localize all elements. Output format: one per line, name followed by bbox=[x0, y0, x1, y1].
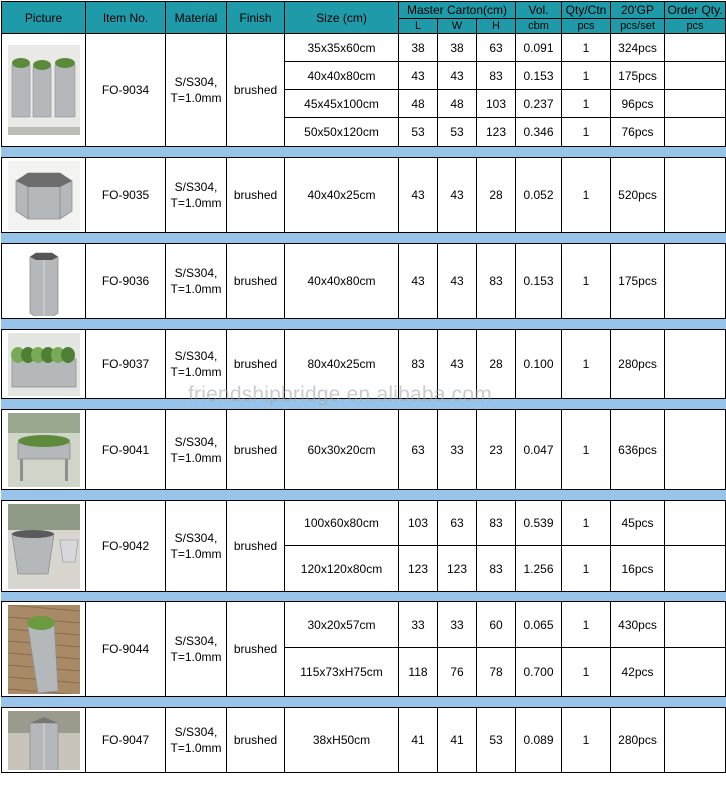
product-picture bbox=[2, 501, 86, 592]
item-number: FO-9044 bbox=[86, 602, 166, 697]
long-planter-with-plants-photo bbox=[2, 333, 85, 396]
order-qty-cell[interactable] bbox=[665, 244, 726, 319]
size-cell: 120x120x80cm bbox=[285, 546, 399, 592]
size-cell: 80x40x25cm bbox=[285, 330, 399, 399]
material-cell bbox=[166, 501, 227, 592]
carton-w: 76 bbox=[438, 648, 477, 697]
finish-cell: brushed bbox=[227, 602, 285, 697]
material-line1: S/S304, bbox=[174, 634, 218, 648]
table-row bbox=[2, 244, 726, 319]
material-line1: S/S304, bbox=[174, 434, 218, 449]
header-picture: Picture bbox=[2, 2, 86, 34]
header-20gp: 20'GP bbox=[611, 2, 665, 19]
qty-per-carton: 1 bbox=[562, 62, 611, 90]
volume-cbm: 0.089 bbox=[516, 708, 562, 773]
separator-bar bbox=[2, 697, 726, 708]
product-picture bbox=[2, 708, 86, 773]
table-row bbox=[2, 410, 726, 490]
material-line2: T=1.0mm bbox=[170, 365, 222, 379]
header-vol-unit: cbm bbox=[516, 19, 562, 34]
size-cell: 50x50x120cm bbox=[285, 118, 399, 147]
separator-bar bbox=[2, 147, 726, 158]
qty-per-carton: 1 bbox=[562, 90, 611, 118]
carton-h: 78 bbox=[477, 648, 516, 697]
size-cell: 38xH50cm bbox=[285, 708, 399, 773]
material-line1: S/S304, bbox=[174, 725, 218, 739]
material-line2: T=1.0mm bbox=[170, 196, 222, 210]
material-cell bbox=[166, 330, 227, 399]
carton-l: 41 bbox=[399, 708, 438, 773]
row-separator bbox=[2, 592, 726, 602]
slanted-planter-photo bbox=[2, 605, 85, 694]
size-cell: 115x73xH75cm bbox=[285, 648, 399, 697]
container-20gp: 76pcs bbox=[611, 118, 665, 147]
header-h: H bbox=[477, 19, 516, 34]
volume-cbm: 0.065 bbox=[516, 602, 562, 648]
header-vol: Vol. bbox=[516, 2, 562, 19]
carton-w: 43 bbox=[438, 330, 477, 399]
carton-l: 103 bbox=[399, 501, 438, 546]
order-qty-cell[interactable] bbox=[665, 648, 726, 697]
carton-w: 43 bbox=[438, 158, 477, 233]
material-line2: T=1.0mm bbox=[170, 741, 222, 755]
finish-cell: brushed bbox=[227, 501, 285, 592]
order-qty-cell[interactable] bbox=[665, 62, 726, 90]
container-20gp: 42pcs bbox=[611, 648, 665, 697]
row-separator bbox=[2, 147, 726, 158]
volume-cbm: 0.153 bbox=[516, 62, 562, 90]
material-line1: S/S304, bbox=[174, 349, 218, 363]
volume-cbm: 0.153 bbox=[516, 244, 562, 319]
item-number: FO-9042 bbox=[86, 501, 166, 592]
size-cell: 45x45x100cm bbox=[285, 90, 399, 118]
carton-w: 33 bbox=[438, 602, 477, 648]
table-row bbox=[2, 34, 726, 62]
qty-per-carton: 1 bbox=[562, 648, 611, 697]
item-number: FO-9036 bbox=[86, 244, 166, 319]
carton-w: 63 bbox=[438, 501, 477, 546]
separator-bar bbox=[2, 233, 726, 244]
volume-cbm: 1.256 bbox=[516, 546, 562, 592]
carton-h: 60 bbox=[477, 602, 516, 648]
header-w: W bbox=[438, 19, 477, 34]
carton-w: 53 bbox=[438, 118, 477, 147]
order-qty-cell[interactable] bbox=[665, 602, 726, 648]
product-picture bbox=[2, 34, 86, 147]
material-line1: S/S304, bbox=[174, 531, 218, 545]
order-qty-cell[interactable] bbox=[665, 330, 726, 399]
container-20gp: 430pcs bbox=[611, 602, 665, 648]
separator-bar bbox=[2, 592, 726, 602]
table-row bbox=[2, 330, 726, 399]
carton-l: 63 bbox=[399, 410, 438, 490]
header-qty-unit: pcs bbox=[562, 19, 611, 34]
watermark: friendshipbridge.en.alibaba.com bbox=[188, 383, 492, 406]
table-row bbox=[2, 602, 726, 648]
qty-per-carton: 1 bbox=[562, 158, 611, 233]
finish-cell: brushed bbox=[227, 708, 285, 773]
order-qty-cell[interactable] bbox=[665, 708, 726, 773]
carton-l: 43 bbox=[399, 244, 438, 319]
order-qty-cell[interactable] bbox=[665, 501, 726, 546]
header-l: L bbox=[399, 19, 438, 34]
material-cell bbox=[166, 244, 227, 319]
carton-w: 38 bbox=[438, 34, 477, 62]
container-20gp: 324pcs bbox=[611, 34, 665, 62]
carton-l: 43 bbox=[399, 62, 438, 90]
size-cell: 30x20x57cm bbox=[285, 602, 399, 648]
material-cell bbox=[166, 158, 227, 233]
finish-cell: brushed bbox=[227, 410, 285, 490]
row-separator bbox=[2, 319, 726, 330]
separator-bar bbox=[2, 399, 726, 410]
header-order-unit: pcs bbox=[665, 19, 726, 34]
product-picture bbox=[2, 244, 86, 319]
square-column-planter-photo bbox=[2, 711, 85, 770]
container-20gp: 175pcs bbox=[611, 62, 665, 90]
product-picture bbox=[2, 330, 86, 399]
carton-l: 48 bbox=[399, 90, 438, 118]
material-cell bbox=[166, 410, 227, 490]
size-cell: 100x60x80cm bbox=[285, 501, 399, 546]
material-cell bbox=[166, 602, 227, 697]
raised-planter-photo bbox=[2, 413, 85, 487]
round-tapered-planter-photo bbox=[2, 504, 85, 589]
material-line1: S/S304, bbox=[174, 180, 218, 194]
tall-hexagon-planter-photo bbox=[2, 247, 85, 316]
carton-h: 83 bbox=[477, 62, 516, 90]
table-row bbox=[2, 708, 726, 773]
hexagon-planter-photo bbox=[2, 161, 85, 230]
size-cell: 40x40x25cm bbox=[285, 158, 399, 233]
size-cell: 40x40x80cm bbox=[285, 244, 399, 319]
carton-h: 83 bbox=[477, 546, 516, 592]
finish-cell: brushed bbox=[227, 330, 285, 399]
finish-cell: brushed bbox=[227, 244, 285, 319]
volume-cbm: 0.091 bbox=[516, 34, 562, 62]
carton-h: 23 bbox=[477, 410, 516, 490]
container-20gp: 175pcs bbox=[611, 244, 665, 319]
volume-cbm: 0.100 bbox=[516, 330, 562, 399]
header-item-no: Item No. bbox=[86, 2, 166, 34]
material-line1: S/S304, bbox=[174, 75, 218, 89]
carton-l: 83 bbox=[399, 330, 438, 399]
qty-per-carton: 1 bbox=[562, 330, 611, 399]
qty-per-carton: 1 bbox=[562, 244, 611, 319]
product-picture bbox=[2, 602, 86, 697]
product-picture bbox=[2, 158, 86, 233]
row-separator bbox=[2, 697, 726, 708]
header-size: Size (cm) bbox=[285, 2, 399, 34]
size-cell: 40x40x80cm bbox=[285, 62, 399, 90]
qty-per-carton: 1 bbox=[562, 118, 611, 147]
material-line2: T=1.0mm bbox=[170, 547, 222, 561]
order-qty-cell[interactable] bbox=[665, 34, 726, 62]
header-material: Material bbox=[166, 2, 227, 34]
carton-l: 123 bbox=[399, 546, 438, 592]
row-separator bbox=[2, 399, 726, 410]
material-line1: S/S304, bbox=[174, 266, 218, 280]
material-cell bbox=[166, 34, 227, 147]
square-planters-set-photo bbox=[2, 45, 85, 135]
volume-cbm: 0.052 bbox=[516, 158, 562, 233]
item-number: FO-9037 bbox=[86, 330, 166, 399]
volume-cbm: 0.237 bbox=[516, 90, 562, 118]
order-qty-cell[interactable] bbox=[665, 118, 726, 147]
container-20gp: 280pcs bbox=[611, 330, 665, 399]
item-number: FO-9035 bbox=[86, 158, 166, 233]
separator-bar bbox=[2, 490, 726, 501]
carton-w: 43 bbox=[438, 244, 477, 319]
item-number: FO-9047 bbox=[86, 708, 166, 773]
carton-h: 83 bbox=[477, 244, 516, 319]
order-qty-cell[interactable] bbox=[665, 546, 726, 592]
table-row bbox=[2, 501, 726, 546]
qty-per-carton: 1 bbox=[562, 546, 611, 592]
carton-l: 38 bbox=[399, 34, 438, 62]
finish-cell: brushed bbox=[227, 34, 285, 147]
material-line2: T=1.0mm bbox=[170, 91, 222, 105]
container-20gp: 280pcs bbox=[611, 708, 665, 773]
product-table bbox=[1, 1, 726, 773]
row-separator bbox=[2, 490, 726, 501]
container-20gp: 636pcs bbox=[611, 410, 665, 490]
qty-per-carton: 1 bbox=[562, 602, 611, 648]
volume-cbm: 0.047 bbox=[516, 410, 562, 490]
header-order-qty: Order Qty. bbox=[665, 2, 726, 19]
carton-h: 123 bbox=[477, 118, 516, 147]
carton-w: 48 bbox=[438, 90, 477, 118]
qty-per-carton: 1 bbox=[562, 34, 611, 62]
finish-cell: brushed bbox=[227, 158, 285, 233]
material-line2: T=1.0mm bbox=[170, 282, 222, 296]
material-line2: T=1.0mm bbox=[170, 450, 222, 465]
container-20gp: 45pcs bbox=[611, 501, 665, 546]
carton-h: 53 bbox=[477, 708, 516, 773]
carton-h: 83 bbox=[477, 501, 516, 546]
volume-cbm: 0.539 bbox=[516, 501, 562, 546]
carton-h: 28 bbox=[477, 330, 516, 399]
order-qty-cell[interactable] bbox=[665, 410, 726, 490]
item-number: FO-9041 bbox=[86, 410, 166, 490]
container-20gp: 96pcs bbox=[611, 90, 665, 118]
header-gp-unit: pcs/set bbox=[611, 19, 665, 34]
carton-w: 43 bbox=[438, 62, 477, 90]
header-qty-ctn: Qty/Ctn bbox=[562, 2, 611, 19]
container-20gp: 16pcs bbox=[611, 546, 665, 592]
qty-per-carton: 1 bbox=[562, 708, 611, 773]
carton-h: 28 bbox=[477, 158, 516, 233]
table-row bbox=[2, 158, 726, 233]
row-separator bbox=[2, 233, 726, 244]
qty-per-carton: 1 bbox=[562, 501, 611, 546]
carton-l: 53 bbox=[399, 118, 438, 147]
volume-cbm: 0.700 bbox=[516, 648, 562, 697]
size-cell: 35x35x60cm bbox=[285, 34, 399, 62]
item-number: FO-9034 bbox=[86, 34, 166, 147]
order-qty-cell[interactable] bbox=[665, 90, 726, 118]
product-picture bbox=[2, 410, 86, 490]
carton-h: 103 bbox=[477, 90, 516, 118]
material-line2: T=1.0mm bbox=[170, 650, 222, 664]
container-20gp: 520pcs bbox=[611, 158, 665, 233]
carton-w: 33 bbox=[438, 410, 477, 490]
carton-l: 43 bbox=[399, 158, 438, 233]
material-cell bbox=[166, 708, 227, 773]
size-cell: 60x30x20cm bbox=[285, 410, 399, 490]
header-finish: Finish bbox=[227, 2, 285, 34]
carton-l: 118 bbox=[399, 648, 438, 697]
carton-h: 63 bbox=[477, 34, 516, 62]
volume-cbm: 0.346 bbox=[516, 118, 562, 147]
header-master-carton: Master Carton(cm) bbox=[399, 2, 516, 19]
order-qty-cell[interactable] bbox=[665, 158, 726, 233]
carton-w: 41 bbox=[438, 708, 477, 773]
separator-bar bbox=[2, 319, 726, 330]
carton-l: 33 bbox=[399, 602, 438, 648]
qty-per-carton: 1 bbox=[562, 410, 611, 490]
carton-w: 123 bbox=[438, 546, 477, 592]
